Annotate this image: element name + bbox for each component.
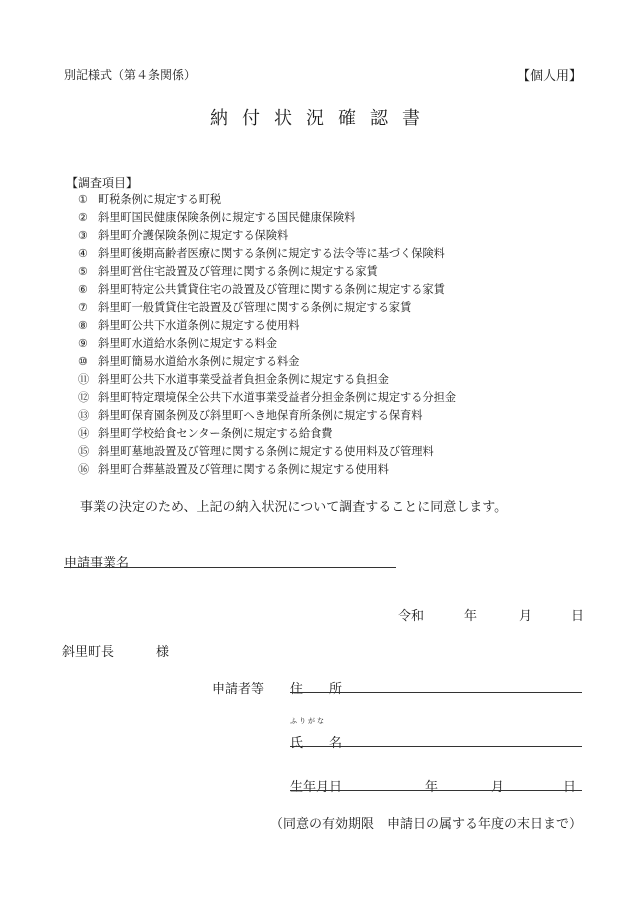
name-field[interactable] (290, 746, 582, 747)
survey-item-number: ⑪ (78, 373, 90, 386)
survey-item-number: ⑨ (78, 337, 89, 350)
date-year-label: 年 (464, 609, 478, 624)
name-label: 氏 名 (290, 736, 343, 751)
survey-items-list (78, 191, 456, 479)
date-month-label: 月 (519, 609, 533, 624)
dob-year-label: 年 (425, 780, 439, 795)
survey-item (78, 425, 456, 443)
document-title: 納付状況確認書 (210, 108, 434, 129)
address-field[interactable] (290, 692, 582, 693)
furigana-label: ふりがな (290, 717, 326, 725)
survey-item-number: ① (78, 193, 89, 206)
dob-month-label: 月 (491, 780, 505, 795)
address-label: 住 所 (290, 682, 343, 697)
survey-item (78, 371, 456, 389)
survey-item-text: 斜里町一般賃貸住宅設置及び管理に関する条例に規定する家賃 (98, 301, 412, 314)
survey-item-text: 斜里町後期高齢者医療に関する条例に規定する法令等に基づく保険料 (98, 247, 445, 260)
survey-item (78, 299, 456, 317)
survey-item-number: ⑯ (78, 463, 90, 476)
form-reference: 別記様式（第４条関係） (64, 68, 197, 82)
survey-item-text: 斜里町特定環境保全公共下水道事業受益者分担金条例に規定する分担金 (98, 391, 457, 404)
survey-item-text: 斜里町公共下水道条例に規定する使用料 (98, 319, 300, 332)
survey-item-number: ⑮ (78, 445, 90, 458)
survey-item (78, 281, 456, 299)
survey-item-text: 斜里町墓地設置及び管理に関する条例に規定する使用料及び管理料 (98, 445, 434, 458)
survey-item-text: 斜里町水道給水条例に規定する料金 (98, 337, 278, 350)
survey-item-number: ⑥ (78, 283, 89, 296)
survey-item-number: ⑩ (78, 355, 89, 368)
date-day-label: 日 (571, 609, 585, 624)
survey-item-number: ⑬ (78, 409, 90, 422)
survey-item (78, 191, 456, 209)
survey-item-text: 斜里町営住宅設置及び管理に関する条例に規定する家賃 (98, 265, 378, 278)
consent-statement: 事業の決定のため、上記の納入状況について調査することに同意します。 (80, 500, 508, 515)
survey-item-number: ⑤ (78, 265, 89, 278)
date-of-birth-field[interactable] (290, 790, 582, 791)
survey-item-text: 町税条例に規定する町税 (98, 193, 222, 206)
survey-item (78, 245, 456, 263)
survey-item (78, 263, 456, 281)
survey-item-text: 斜里町特定公共賃貸住宅の設置及び管理に関する条例に規定する家賃 (98, 283, 445, 296)
survey-item-number: ④ (78, 247, 89, 260)
dob-day-label: 日 (563, 780, 577, 795)
survey-item (78, 209, 456, 227)
survey-item (78, 389, 456, 407)
survey-item (78, 461, 456, 479)
survey-items-heading: 【調査項目】 (66, 176, 139, 190)
survey-item-text: 斜里町国民健康保険条例に規定する国民健康保険料 (98, 211, 356, 224)
date-era: 令和 (398, 609, 425, 624)
survey-item-text: 斜里町合葬墓設置及び管理に関する条例に規定する使用料 (98, 463, 389, 476)
date-of-birth-label: 生年月日 (290, 780, 343, 795)
survey-item-number: ⑭ (78, 427, 90, 440)
survey-item-number: ② (78, 211, 89, 224)
business-name-field[interactable] (64, 567, 396, 568)
survey-item (78, 443, 456, 461)
applicant-label: 申請者等 (212, 682, 265, 697)
business-name-label: 申請事業名 (64, 556, 130, 571)
consent-validity-note: （同意の有効期限 申請日の属する年度の末日まで） (270, 817, 583, 832)
survey-item (78, 335, 456, 353)
survey-item (78, 407, 456, 425)
survey-item-text: 斜里町介護保険条例に規定する保険料 (98, 229, 289, 242)
survey-item-number: ⑧ (78, 319, 89, 332)
form-type-label: 【個人用】 (516, 69, 582, 84)
addressee-mayor: 斜里町長 (62, 645, 115, 660)
survey-item-number: ⑦ (78, 301, 89, 314)
survey-item-text: 斜里町学校給食センター条例に規定する給食費 (98, 427, 333, 440)
addressee-honorific: 様 (156, 645, 170, 660)
survey-item-text: 斜里町公共下水道事業受益者負担金条例に規定する負担金 (98, 373, 389, 386)
survey-item-number: ③ (78, 229, 89, 242)
survey-item-number: ⑫ (78, 391, 90, 404)
survey-item-text: 斜里町保育園条例及び斜里町へき地保育所条例に規定する保育料 (98, 409, 423, 422)
survey-item-text: 斜里町簡易水道給水条例に規定する料金 (98, 355, 300, 368)
survey-item (78, 227, 456, 245)
survey-item (78, 317, 456, 335)
survey-item (78, 353, 456, 371)
